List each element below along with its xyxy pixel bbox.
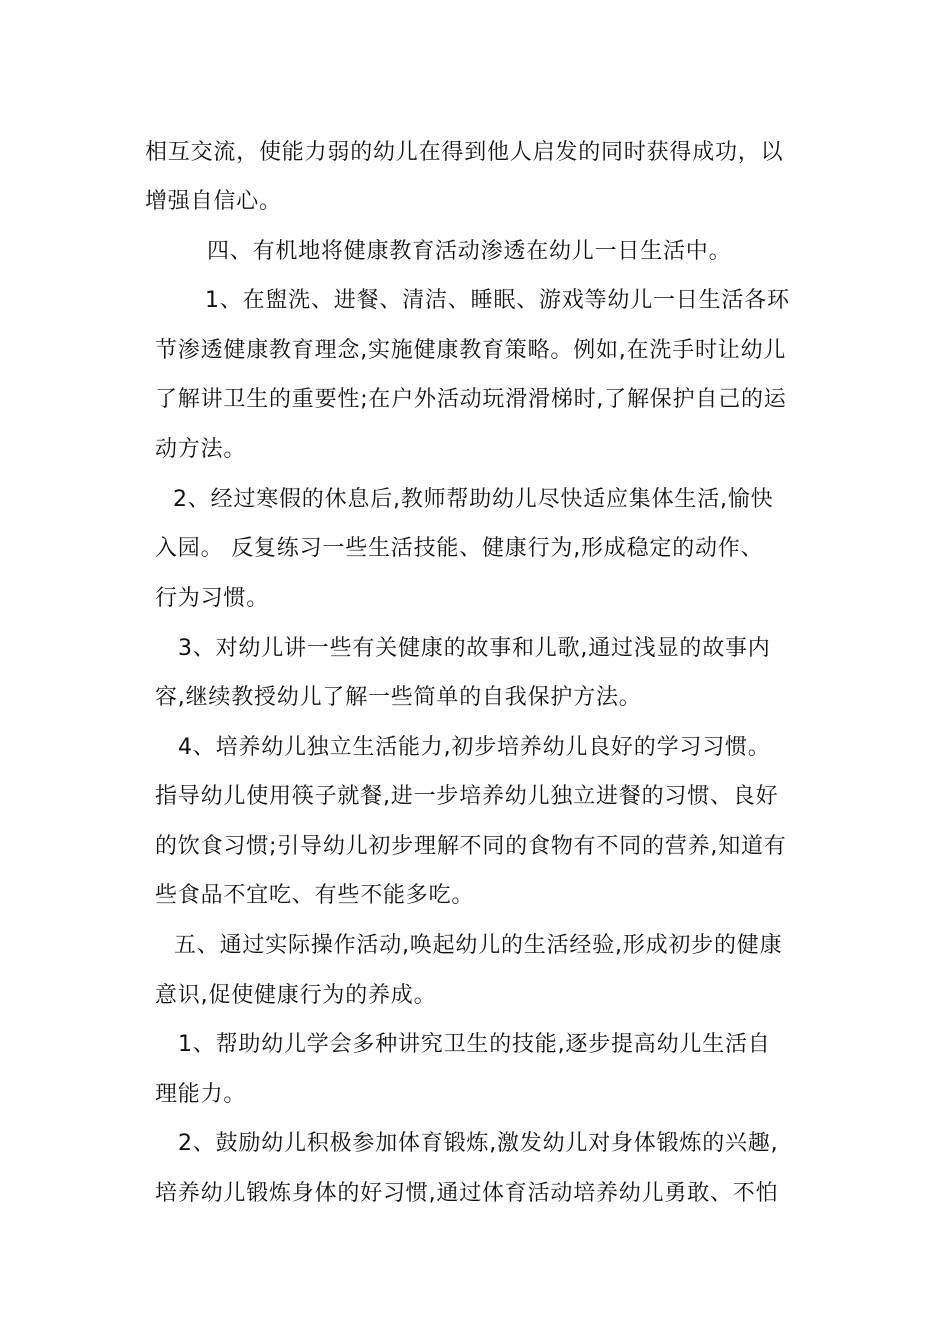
- text-line: 意识,促使健康行为的养成。: [155, 983, 437, 1008]
- text-line: 入园。 反复练习一些生活技能、健康行为,形成稳定的动作、: [155, 536, 764, 561]
- text-line: 节渗透健康教育理念,实施健康教育策略。例如,在洗手时让幼儿: [155, 338, 787, 363]
- text-line: 增强自信心。: [145, 189, 282, 214]
- text-line: 4、培养幼儿独立生活能力,初步培养幼儿良好的学习习惯。: [178, 735, 771, 760]
- text-line: 指导幼儿使用筷子就餐,进一步培养幼儿独立进餐的习惯、良好: [155, 784, 779, 809]
- section-heading-5: 五、通过实际操作活动,唤起幼儿的生活经验,形成初步的健康: [174, 933, 783, 958]
- text-line: 2、鼓励幼儿积极参加体育锻炼,激发幼儿对身体锻炼的兴趣,: [178, 1131, 779, 1156]
- text-line: 2、经过寒假的休息后,教师帮助幼儿尽快适应集体生活,愉快: [173, 487, 774, 512]
- text-line: 了解讲卫生的重要性;在户外活动玩滑滑梯时,了解保护自己的运: [155, 387, 787, 412]
- text-line: 1、帮助幼儿学会多种讲究卫生的技能,逐步提高幼儿生活自: [178, 1032, 771, 1057]
- text-line: 动方法。: [155, 437, 247, 462]
- text-line: 1、在盥洗、进餐、清洁、睡眠、游戏等幼儿一日生活各环: [205, 288, 790, 313]
- text-line: 3、对幼儿讲一些有关健康的故事和儿歌,通过浅显的故事内: [178, 636, 771, 661]
- section-heading-4: 四、有机地将健康教育活动渗透在幼儿一日生活中。: [207, 239, 732, 264]
- text-line: 行为习惯。: [155, 586, 270, 611]
- text-line: 些食品不宜吃、有些不能多吃。: [155, 883, 475, 908]
- text-line: 理能力。: [155, 1082, 247, 1107]
- text-line: 容,继续教授幼儿了解一些简单的自我保护方法。: [155, 685, 642, 710]
- text-line: 培养幼儿锻炼身体的好习惯,通过体育活动培养幼儿勇敢、不怕: [155, 1181, 779, 1206]
- text-line: 的饮食习惯;引导幼儿初步理解不同的食物有不同的营养,知道有: [155, 834, 787, 859]
- text-line: 相互交流，使能力弱的幼儿在得到他人启发的同时获得成功，以: [145, 140, 784, 165]
